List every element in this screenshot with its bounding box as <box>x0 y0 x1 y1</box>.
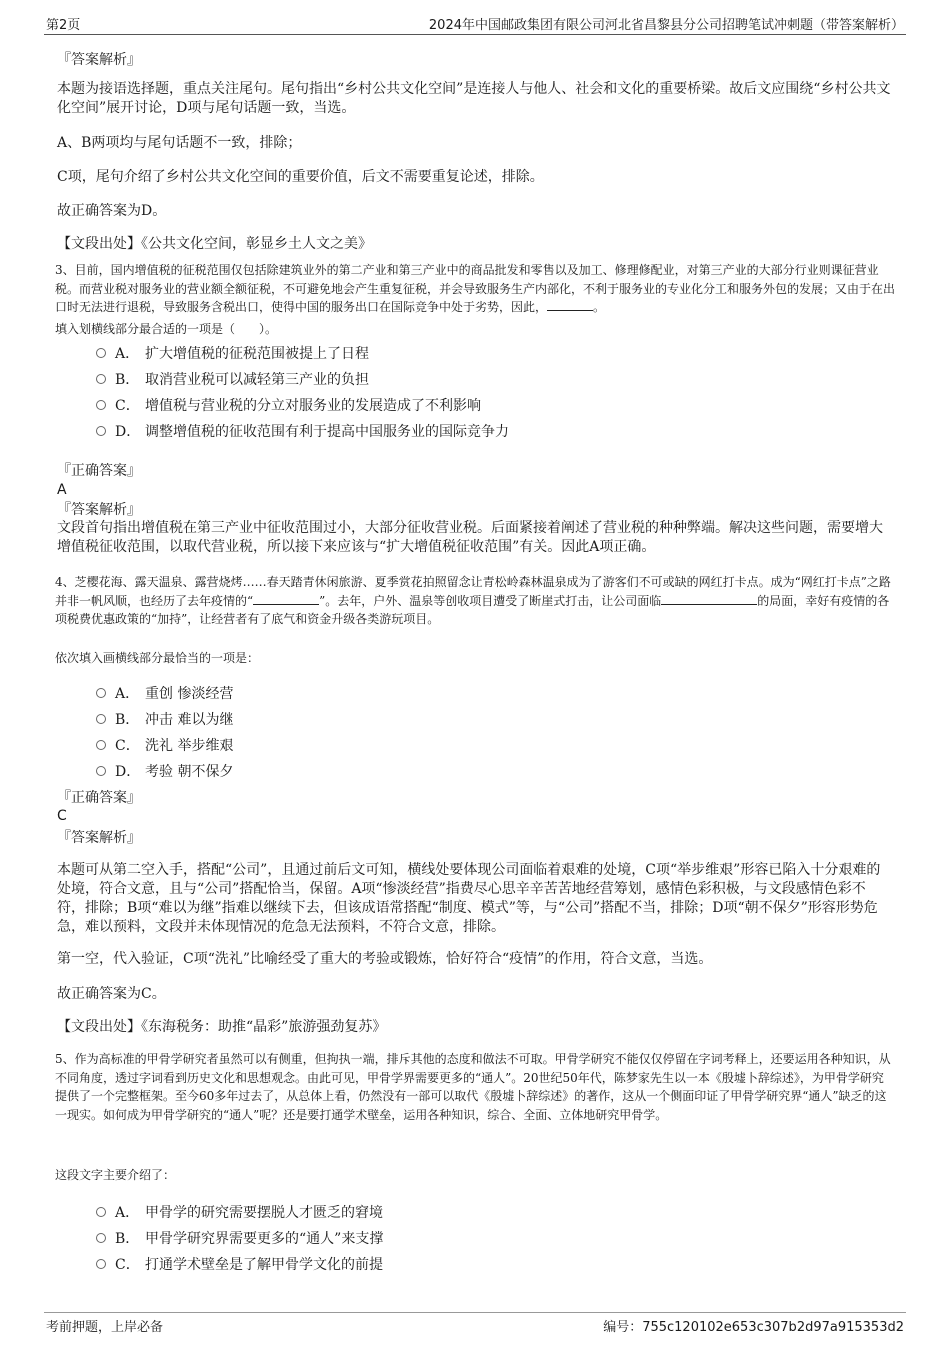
option-text: 考验 朝不保夕 <box>145 764 234 780</box>
option-letter: A． <box>115 1205 140 1221</box>
q4-stem <box>55 573 895 629</box>
q4-source: 【文段出处】《东海税务：助推“晶彩”旅游强劲复苏》 <box>57 1019 387 1035</box>
q4-option-d[interactable] <box>96 761 233 781</box>
q4-stem-text: 4、芝樱花海、露天温泉、露营烧烤……春天踏青休闲旅游、夏季赏花拍照留念让青松岭森林温泉成为了游客们不可或缺的网红打卡点。成为“网红打卡点”之路并非一帆风顺，也经历了去年疫情的“ <box>55 575 891 608</box>
q3-prompt: 填入划横线部分最合适的一项是（ ）。 <box>55 322 278 336</box>
radio-icon[interactable] <box>96 1207 106 1217</box>
q3-answer: A <box>57 482 67 498</box>
q5-option-a[interactable] <box>96 1202 383 1222</box>
option-letter: C． <box>115 398 140 414</box>
q2-para-ab: A、B两项均与尾句话题不一致，排除； <box>57 135 302 151</box>
q3-answer-label: 『正确答案』 <box>57 463 141 479</box>
q4-blank-1 <box>253 592 319 605</box>
q5-option-c[interactable] <box>96 1254 383 1274</box>
radio-icon[interactable] <box>96 740 106 750</box>
q3-stem-end: 。 <box>593 300 606 314</box>
radio-icon[interactable] <box>96 1233 106 1243</box>
q4-option-a[interactable] <box>96 683 233 703</box>
q4-analysis-label: 『答案解析』 <box>57 830 141 846</box>
option-letter: A． <box>115 346 140 362</box>
option-letter: D． <box>115 764 141 780</box>
radio-icon[interactable] <box>96 374 106 384</box>
q3-option-d[interactable] <box>96 421 509 441</box>
option-text: 扩大增值税的征税范围被提上了日程 <box>145 346 369 362</box>
option-text: 甲骨学的研究需要摆脱人才匮乏的窘境 <box>145 1205 383 1221</box>
option-letter: C． <box>115 1257 140 1273</box>
q3-option-a[interactable] <box>96 343 369 363</box>
q3-option-c[interactable] <box>96 395 481 415</box>
option-text: 增值税与营业税的分立对服务业的发展造成了不利影响 <box>145 398 481 414</box>
option-text: 冲击 难以为继 <box>145 712 234 728</box>
radio-icon[interactable] <box>96 426 106 436</box>
q4-option-c[interactable] <box>96 735 233 755</box>
q2-para-c: C项，尾句介绍了乡村公共文化空间的重要价值，后文不需要重复论述，排除。 <box>57 169 544 185</box>
page-number: 第2页 <box>46 18 81 33</box>
option-text: 洗礼 举步维艰 <box>145 738 234 754</box>
document-title: 2024年中国邮政集团有限公司河北省昌黎县分公司招聘笔试冲刺题（带答案解析） <box>428 18 904 33</box>
footer-serial <box>603 1316 904 1335</box>
option-text: 打通学术壁垒是了解甲骨学文化的前提 <box>145 1257 383 1273</box>
serial-label: 编号： <box>603 1320 643 1335</box>
q5-stem: 5、作为高标准的甲骨学研究者虽然可以有侧重，但拘执一端，排斥其他的态度和做法不可取。甲骨学研究不能仅仅停留在字词考释上，还要运用各种知识，从不同角度，透过字词看到历史文化和思想观念。由此可见，甲骨学界需要更多的“通人”。20世纪50年代，陈梦家先生以一本《殷墟卜辞综述》，为甲骨学研究提供了一个完整框架。至今60多年过去了，从总体上看，仍然没有一部可以取代《殷墟卜辞综述》的著作，这从一个侧面印证了甲骨学研究界“通人”缺乏的这一现实。如何成为甲骨学研究的“通人”呢？还是要打通学术壁垒，运用各种知识，综合、全面、立体地研究甲骨学。 <box>55 1052 891 1122</box>
q4-prompt: 依次填入画横线部分最恰当的一项是： <box>55 651 260 665</box>
q4-answer-label: 『正确答案』 <box>57 790 141 806</box>
q3-stem <box>55 261 895 317</box>
q2-conclusion: 故正确答案为D。 <box>57 203 167 219</box>
radio-icon[interactable] <box>96 400 106 410</box>
q3-stem-text: 3、目前，国内增值税的征税范围仅包括除建筑业外的第二产业和第三产业中的商品批发和零售以及加工、修理修配业，对第三产业的大部分行业则课征营业税。而营业税对服务业的营业额全额征税，不可避免地会产生重复征税，并会导致服务生产内部化，不利于服务业的专业化分工和服务外包的发展；又由于在出口时无法进行退税，导致服务含税出口，使得中国的服务出口在国际竞争中处于劣势，因此， <box>55 263 896 314</box>
footer-slogan: 考前押题，上岸必备 <box>46 1320 164 1335</box>
q4-first-blank-para: 第一空，代入验证，C项“洗礼”比喻经受了重大的考验或锻炼，恰好符合“疫情”的作用，符合文意，当选。 <box>57 951 713 967</box>
option-letter: D． <box>115 424 141 440</box>
option-text: 调整增值税的征收范围有利于提高中国服务业的国际竞争力 <box>145 424 509 440</box>
serial-number: 755c120102e653c307b2d97a915353d2 <box>642 1320 904 1335</box>
q2-analysis-label: 『答案解析』 <box>57 52 141 68</box>
q2-source: 【文段出处】《公共文化空间，彰显乡土人文之美》 <box>57 236 372 252</box>
q4-option-b[interactable] <box>96 709 233 729</box>
option-letter: A． <box>115 686 140 702</box>
radio-icon[interactable] <box>96 1259 106 1269</box>
q4-stem-middle: ”。去年，户外、温泉等创收项目遭受了断崖式打击，让公司面临 <box>319 593 662 608</box>
radio-icon[interactable] <box>96 688 106 698</box>
option-letter: B． <box>115 372 140 388</box>
q4-answer: C <box>57 808 67 824</box>
radio-icon[interactable] <box>96 766 106 776</box>
q3-blank <box>547 298 593 311</box>
q5-option-b[interactable] <box>96 1228 383 1248</box>
option-letter: B． <box>115 712 140 728</box>
option-text: 重创 惨淡经营 <box>145 686 234 702</box>
option-letter: C． <box>115 738 140 754</box>
option-letter: B． <box>115 1231 140 1247</box>
q4-blank-2 <box>661 592 757 605</box>
q4-stem-end: 的局面，幸好有疫情的各项税费优惠政策的“加持”，让经营者有了底气和资金升级各类游玩项目。 <box>55 593 890 626</box>
q2-analysis-text: 本题为接语选择题，重点关注尾句。尾句指出“乡村公共文化空间”是连接人与他人、社会和文化的重要桥梁。故后文应围绕“乡村公共文化空间”展开讨论，D项与尾句话题一致，当选。 <box>57 81 891 116</box>
q4-conclusion: 故正确答案为C。 <box>57 986 166 1002</box>
radio-icon[interactable] <box>96 348 106 358</box>
page-footer <box>44 1312 906 1337</box>
option-text: 取消营业税可以减轻第三产业的负担 <box>145 372 369 388</box>
q3-option-b[interactable] <box>96 369 369 389</box>
q5-prompt: 这段文字主要介绍了： <box>55 1168 176 1182</box>
radio-icon[interactable] <box>96 714 106 724</box>
q3-analysis-label: 『答案解析』 <box>57 502 141 518</box>
page-header <box>44 12 906 35</box>
q3-analysis-text: 文段首句指出增值税在第三产业中征收范围过小，大部分征收营业税。后面紧接着阐述了营业税的种种弊端。解决这些问题，需要增大增值税征收范围，以取代营业税，所以接下来应该与“扩大增值税征收范围”有关。因此A项正确。 <box>57 520 883 555</box>
q4-analysis-text: 本题可从第二空入手，搭配“公司”，且通过前后文可知，横线处要体现公司面临着艰难的处境，C项“举步维艰”形容已陷入十分艰难的处境，符合文意，且与“公司”搭配恰当，保留。A项“惨淡经营”指费尽心思辛辛苦苦地经营筹划，感情色彩积极，与文段感情色彩不符，排除；B项“难以为继”指难以继续下去，但该成语常搭配“制度、模式”等，与“公司”搭配不当，排除；D项“朝不保夕”形容形势危急，难以预料，文段并未体现情况的危急无法预料，不符合文意，排除。 <box>57 862 881 935</box>
option-text: 甲骨学研究界需要更多的“通人”来支撑 <box>145 1231 384 1247</box>
